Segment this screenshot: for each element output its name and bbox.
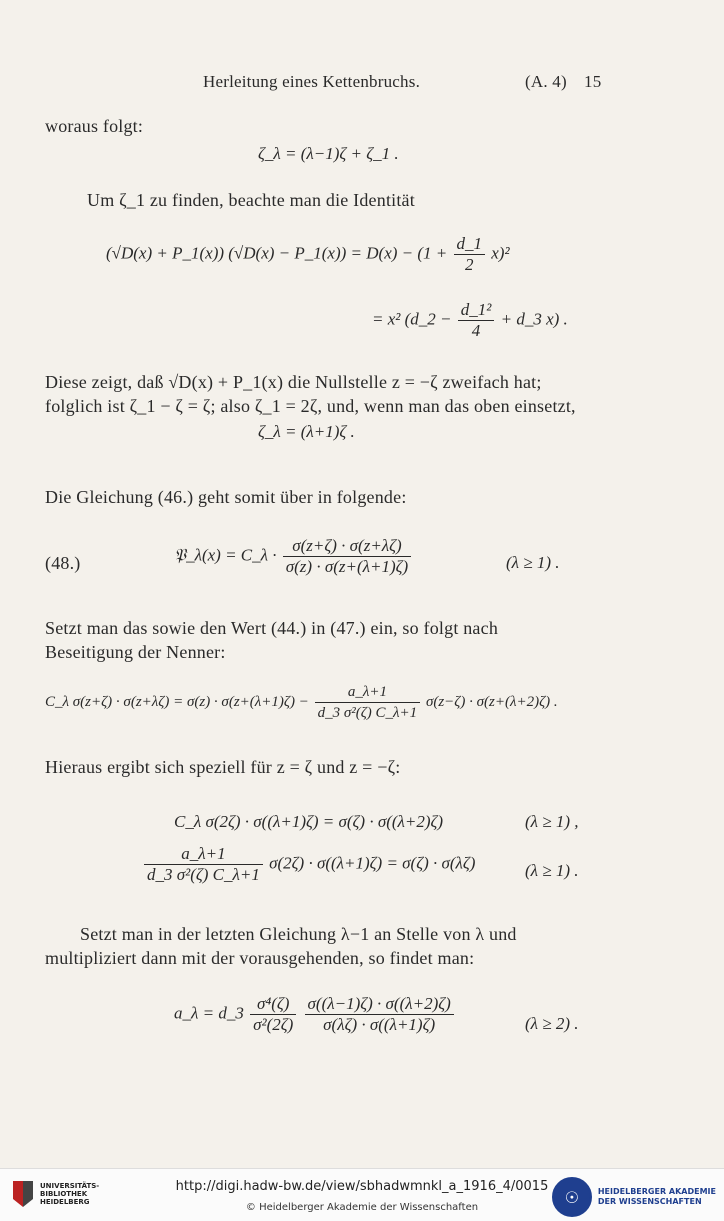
paragraph-7-line-2: multipliziert dann mit der vorausgehenden, so findet man:: [45, 948, 475, 968]
equation-5-fraction: [315, 682, 421, 723]
equation-2b-numerator: d_1²: [458, 300, 495, 321]
equation-48-fraction: [283, 536, 411, 577]
library-name-line-3: HEIDELBERG: [40, 1198, 90, 1206]
library-name-line-2: BIBLIOTHEK: [40, 1190, 88, 1198]
equation-48-label: (48.): [45, 553, 81, 573]
equation-2b-right: + d_3 x) .: [500, 309, 568, 329]
equation-5-numerator: a_λ+1: [315, 682, 421, 703]
paragraph-5-line-2: Beseitigung der Nenner:: [45, 642, 226, 662]
equation-8-condition: (λ ≥ 2) .: [525, 1014, 579, 1033]
section-number: (A. 4): [525, 72, 567, 91]
equation-8-denominator-2: σ(λζ) · σ((λ+1)ζ): [323, 1015, 436, 1034]
equation-48: [174, 536, 413, 577]
equation-2b: [372, 300, 568, 341]
paragraph-2: Um ζ_1 zu finden, beachte man die Identität: [87, 190, 415, 210]
equation-8: [174, 994, 456, 1035]
equation-6: C_λ σ(2ζ) · σ((λ+1)ζ) = σ(ζ) · σ((λ+2)ζ): [174, 812, 444, 831]
equation-8-denominator-1: σ²(2ζ): [253, 1015, 294, 1034]
academy-name-line-2: DER WISSENSCHAFTEN: [597, 1197, 702, 1206]
copyright-notice: © Heidelberger Akademie der Wissenschaften: [245, 1202, 479, 1213]
equation-5: [45, 682, 558, 723]
footer-bar: [0, 1168, 724, 1221]
equation-5-right: σ(z−ζ) · σ(z+(λ+2)ζ) .: [425, 693, 558, 710]
page-number: 15: [584, 72, 602, 91]
paragraph-1: woraus folgt:: [45, 116, 144, 136]
paragraph-3-line-2: folglich ist ζ_1 − ζ = ζ; also ζ_1 = 2ζ, und, wenn man das oben einsetzt,: [45, 396, 576, 416]
equation-5-left: C_λ σ(z+ζ) · σ(z+λζ) = σ(z) · σ(z+(λ+1)ζ) −: [45, 693, 309, 710]
academy-logo[interactable]: [552, 1177, 716, 1217]
equation-8-fraction-2: [305, 994, 454, 1035]
equation-8-numerator-2: σ((λ−1)ζ) · σ((λ+2)ζ): [305, 994, 454, 1015]
paragraph-6: Hieraus ergibt sich speziell für z = ζ und z = −ζ:: [45, 757, 401, 777]
equation-2b-fraction: [458, 300, 495, 341]
library-name-line-1: UNIVERSITÄTS-: [40, 1182, 100, 1190]
equation-8-fraction-1: [250, 994, 296, 1035]
equation-2a-fraction: [454, 234, 486, 275]
paragraph-7-line-1: Setzt man in der letzten Gleichung λ−1 an Stelle von λ und: [80, 924, 517, 944]
academy-seal-icon: ☉: [552, 1177, 592, 1217]
equation-7-fraction: [144, 844, 263, 885]
equation-3: ζ_λ = (λ+1)ζ .: [258, 422, 355, 441]
paragraph-3-line-1: Diese zeigt, daß √D(x) + P_1(x) die Nullstelle z = −ζ zweifach hat;: [45, 372, 542, 392]
permalink-url[interactable]: http://digi.hadw-bw.de/view/sbhadwmnkl_a_1916_4/0015: [175, 1179, 549, 1194]
equation-48-denominator: σ(z) · σ(z+(λ+1)ζ): [285, 557, 409, 576]
equation-7: [142, 844, 475, 885]
equation-1: ζ_λ = (λ−1)ζ + ζ_1 .: [258, 144, 399, 163]
equation-8-numerator-1: σ⁴(ζ): [250, 994, 296, 1015]
equation-7-right: σ(2ζ) · σ((λ+1)ζ) = σ(ζ) · σ(λζ): [269, 853, 476, 873]
equation-5-denominator: d_3 σ²(ζ) C_λ+1: [317, 705, 418, 721]
equation-6-condition: (λ ≥ 1) ,: [525, 812, 579, 831]
equation-2a-denominator: 2: [465, 255, 474, 274]
equation-2a: [106, 234, 510, 275]
equation-48-numerator: σ(z+ζ) · σ(z+λζ): [283, 536, 411, 557]
equation-48-left: 𝔓_λ(x) = C_λ ·: [174, 545, 277, 565]
equation-2b-denominator: 4: [471, 321, 481, 340]
running-title: Herleitung eines Kettenbruchs.: [203, 72, 421, 91]
equation-2a-left: (√D(x) + P_1(x)) (√D(x) − P_1(x)) = D(x) − (1 +: [106, 243, 448, 263]
equation-7-condition: (λ ≥ 1) .: [525, 861, 579, 880]
equation-7-denominator: d_3 σ²(ζ) C_λ+1: [147, 865, 260, 884]
equation-8-left: a_λ = d_3: [174, 1003, 244, 1023]
academy-name-line-1: HEIDELBERGER AKADEMIE: [597, 1187, 716, 1196]
equation-2a-right: x)²: [491, 243, 510, 263]
paragraph-5-line-1: Setzt man das sowie den Wert (44.) in (47.) ein, so folgt nach: [45, 618, 499, 638]
equation-2b-left: = x² (d_2 −: [372, 309, 452, 329]
paragraph-4: Die Gleichung (46.) geht somit über in folgende:: [45, 487, 407, 507]
equation-7-numerator: a_λ+1: [144, 844, 263, 865]
equation-48-condition: (λ ≥ 1) .: [506, 553, 560, 572]
equation-2a-numerator: d_1: [454, 234, 486, 255]
